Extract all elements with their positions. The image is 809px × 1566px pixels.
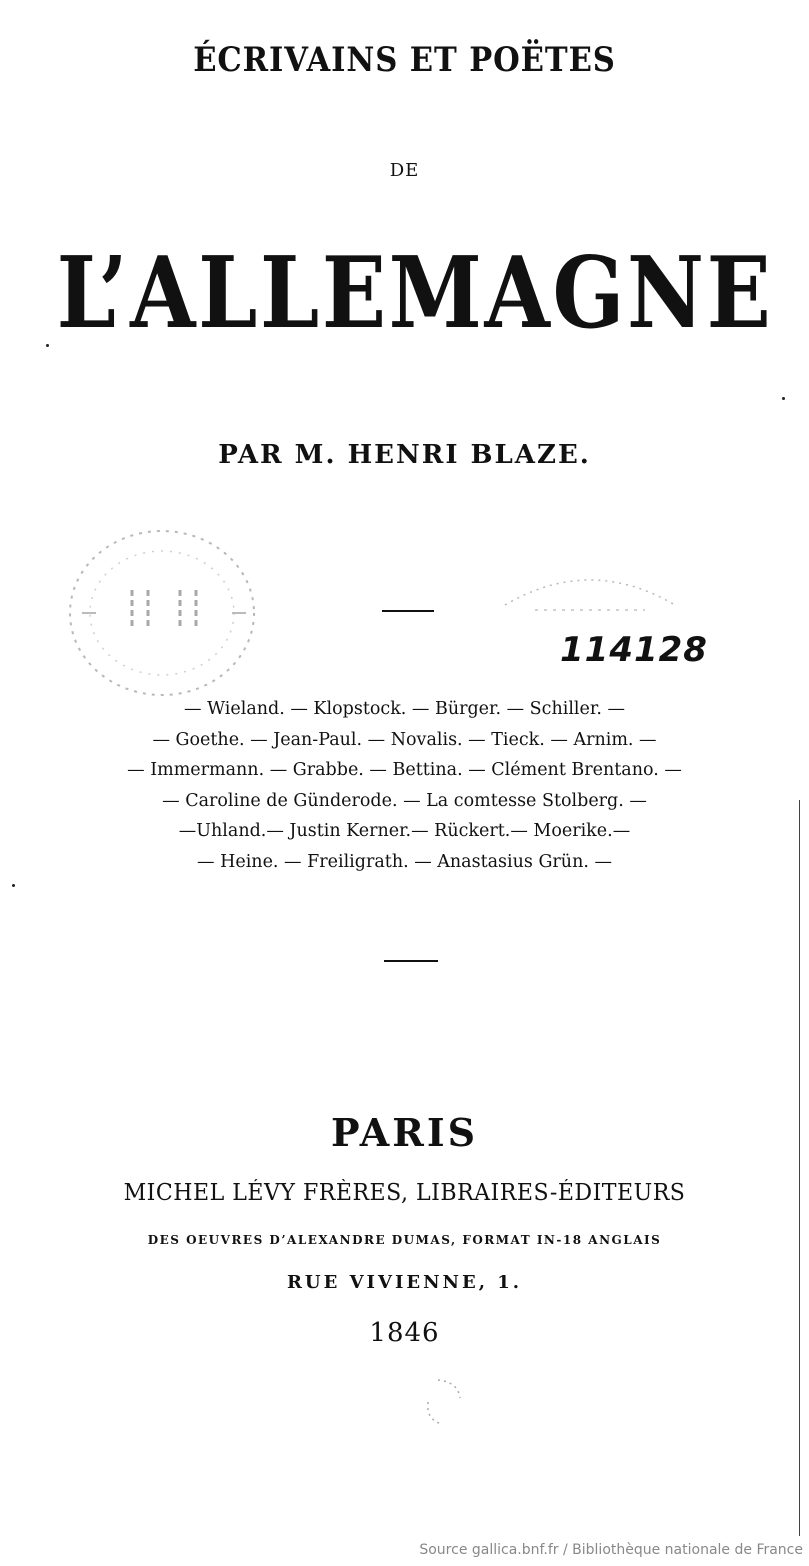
faint-mark [408,1372,468,1432]
title-line-de: DE [389,160,420,181]
contents-line: —Uhland.— Justin Kerner.— Rückert.— Moerike.— [178,821,631,841]
title-line-ecrivains: ÉCRIVAINS ET POËTES [193,40,616,80]
imprint-year: 1846 [369,1318,440,1348]
title-main: L’ALLEMAGNE [56,236,774,351]
library-call-number: 114128 [560,630,708,670]
contents-line: — Immermann. — Grabbe. — Bettina. — Clément Brentano. — [127,760,682,780]
page-edge-line [799,800,800,1536]
speck [12,884,15,887]
divider-rule [384,960,438,962]
source-footer: Source gallica.bnf.fr / Bibliothèque nationale de France [419,1542,803,1558]
imprint-city: PARIS [330,1110,479,1155]
imprint-publisher: MICHEL LÉVY FRÈRES, LIBRAIRES-ÉDITEURS [123,1180,686,1206]
speck [782,397,785,400]
divider-rule [382,610,434,612]
contents-line: — Wieland. — Klopstock. — Bürger. — Schiller. — [184,699,625,719]
imprint-note: DES OEUVRES D’ALEXANDRE DUMAS, FORMAT IN-18 ANGLAIS [147,1233,662,1247]
contents-line: — Heine. — Freiligrath. — Anastasius Grün. — [197,851,612,872]
imprint-address: RUE VIVIENNE, 1. [286,1272,523,1293]
speck [46,344,49,347]
library-stamp-left [62,518,267,708]
contents-line: — Caroline de Günderode. — La comtesse Stolberg. — [162,790,647,811]
author-line: PAR M. HENRI BLAZE. [218,440,591,470]
contents-list [0,694,809,877]
contents-line: — Goethe. — Jean-Paul. — Novalis. — Tieck. — Arnim. — [152,729,657,750]
